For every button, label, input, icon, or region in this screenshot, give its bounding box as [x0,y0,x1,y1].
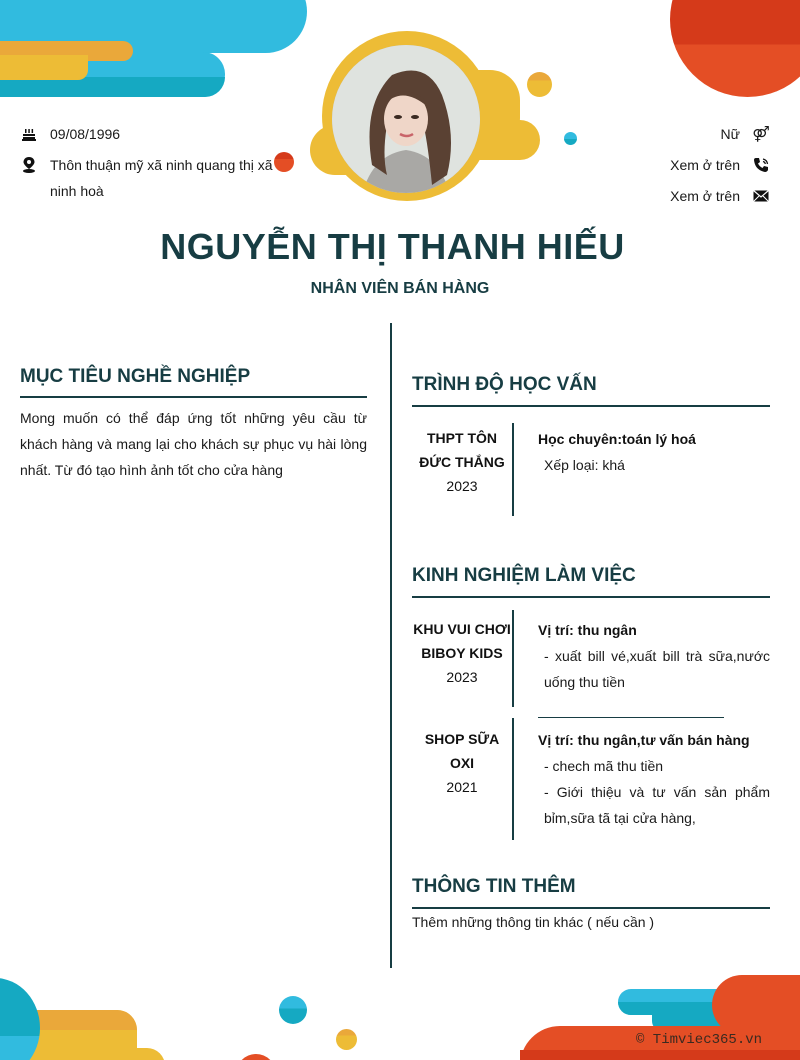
education-rank: Xếp loại: khá [544,457,625,473]
phone-row [670,152,770,178]
decor-top-right-circle [670,0,800,100]
additional-heading: THÔNG TIN THÊM [412,876,576,897]
decor-bottom-left [0,970,400,1060]
education-heading: TRÌNH ĐỘ HỌC VẤN [412,374,597,395]
experience-detail-2 [538,727,770,831]
avatar [332,45,480,193]
additional-text: Thêm những thông tin khác ( nếu cần ) [412,914,655,930]
experience-duty: - Giới thiệu và tư vấn sản phẩm bỉm,sữa tã tại cửa hàng, [544,784,770,826]
email-row [670,183,770,209]
education-school: THPT TÔN ĐỨC THẮNG 2023 [412,426,512,498]
objective-text: Mong muốn có thể đáp ứng tốt những yêu cầu từ khách hàng và mang lại cho khách sự phục vụ hài lòng nhất. Từ đó tạo hình ảnh tốt cho cửa hàng [20,410,367,478]
experience-company-2: SHOP SỮA OXI 2021 [412,727,512,799]
experience-divider-2 [512,718,514,840]
map-marker-icon [20,152,38,178]
gender-row [721,121,770,147]
experience-duty: - chech mã thu tiền [544,758,664,774]
email-text: Xem ở trên [670,188,740,204]
candidate-name: NGUYỄN THỊ THANH HIẾU [160,226,625,267]
education-major: Học chuyên:toán lý hoá [538,431,696,447]
education-year: 2023 [446,478,478,494]
experience-year-2: 2021 [446,779,478,795]
education-underline [412,405,770,407]
phone-icon [752,157,770,173]
birthday-row [20,121,120,147]
experience-detail-1 [538,617,770,695]
job-title: NHÂN VIÊN BÁN HÀNG [310,280,490,297]
objective-underline [20,396,367,398]
gender-text: Nữ [720,126,740,142]
experience-divider-1 [512,610,514,707]
experience-company-1: KHU VUI CHƠI BIBOY KIDS 2023 [412,617,512,689]
education-detail [538,426,770,478]
experience-position-2: Vị trí: thu ngân,tư vấn bán hàng [538,732,750,748]
experience-underline [412,596,770,598]
copyright-text: © Timviec365.vn [636,1032,763,1048]
birthday-cake-icon [20,121,38,147]
experience-year-1: 2023 [446,669,478,685]
experience-position-1: Vị trí: thu ngân [538,622,637,638]
gender-icon: ⚤ [752,126,770,143]
address-row [20,152,280,204]
experience-duty: - xuất bill vé,xuất bill trà sữa,nước uống thu tiền [544,648,770,690]
experience-separator [538,717,724,718]
decor-top-left-cloud [0,0,310,100]
experience-heading: KINH NGHIỆM LÀM VIỆC [412,565,636,586]
column-divider [390,323,392,968]
objective-heading: MỤC TIÊU NGHỀ NGHIỆP [20,366,251,387]
phone-text: Xem ở trên [670,157,740,173]
birthday-text: 09/08/1996 [50,126,121,142]
address-text: Thôn thuận mỹ xã ninh quang thị xã ninh hoà [50,157,273,199]
envelope-icon [752,190,770,202]
education-divider [512,423,514,516]
